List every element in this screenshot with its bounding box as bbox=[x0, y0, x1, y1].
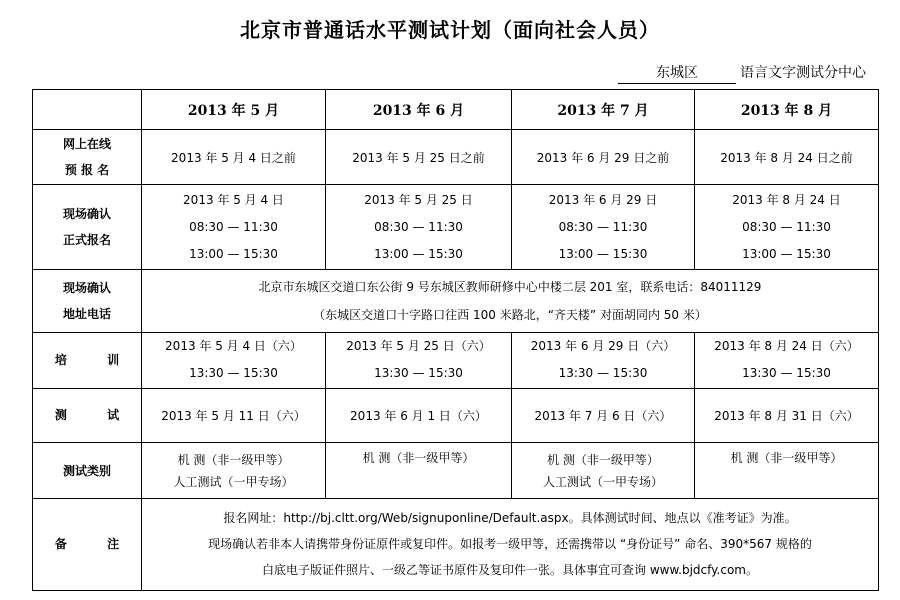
address-cell bbox=[142, 270, 879, 333]
month-header: 2013 年 8 月 bbox=[695, 90, 879, 130]
onsite-schedule-cell bbox=[326, 185, 512, 270]
onsite-time-morning: 08:30 — 11:30 bbox=[558, 219, 648, 234]
training-cell bbox=[512, 332, 695, 388]
month-header: 2013 年 6 月 bbox=[326, 90, 512, 130]
online-deadline-cell: 2013 年 6 月 29 日之前 bbox=[512, 130, 695, 185]
training-cell bbox=[326, 332, 512, 388]
test-type-machine: 机 测（非一级甲等） bbox=[177, 452, 290, 467]
center-name: 语言文字测试分中心 bbox=[740, 65, 866, 81]
row-label-text: 备 注 bbox=[54, 537, 138, 552]
month-header: 2013 年 7 月 bbox=[512, 90, 695, 130]
onsite-time-morning: 08:30 — 11:30 bbox=[189, 219, 278, 234]
row-label-onsite bbox=[33, 185, 142, 270]
month-header-row bbox=[33, 90, 879, 130]
onsite-time-morning: 08:30 — 11:30 bbox=[374, 219, 463, 234]
training-date: 2013 年 8 月 24 日（六） bbox=[714, 339, 859, 354]
onsite-date: 2013 年 6 月 29 日 bbox=[548, 192, 658, 207]
remarks-line: 白底电子版证件照片、一级乙等证书原件及复印件一张。具体事宜可查询 www.bjdcfy.com。 bbox=[262, 563, 758, 578]
row-label-training bbox=[33, 332, 142, 388]
training-date: 2013 年 5 月 4 日（六） bbox=[165, 339, 302, 354]
row-label-line: 现场确认 bbox=[62, 281, 111, 296]
online-deadline-cell: 2013 年 8 月 24 日之前 bbox=[695, 130, 879, 185]
test-type-cell bbox=[695, 443, 879, 499]
training-date: 2013 年 6 月 29 日（六） bbox=[530, 339, 676, 354]
onsite-date: 2013 年 5 月 4 日 bbox=[183, 192, 284, 207]
district-name: 东城区 bbox=[618, 62, 736, 84]
month-header: 2013 年 5 月 bbox=[142, 90, 326, 130]
test-type-machine: 机 测（非一级甲等） bbox=[730, 451, 843, 466]
training-cell bbox=[695, 332, 879, 388]
row-label-text: 测 试 bbox=[54, 408, 138, 423]
training-row bbox=[33, 332, 879, 388]
row-label-text: 测试类别 bbox=[62, 463, 111, 478]
onsite-date: 2013 年 5 月 25 日 bbox=[364, 192, 473, 207]
test-type-manual: 人工测试（一甲专场） bbox=[542, 474, 663, 489]
address-directions-line: （东城区交道口十字路口往西 100 米路北，“齐天楼” 对面胡同内 50 米） bbox=[313, 308, 707, 323]
row-label-text: 培 训 bbox=[54, 353, 138, 368]
address-row bbox=[33, 270, 879, 333]
onsite-date: 2013 年 8 月 24 日 bbox=[732, 192, 841, 207]
test-type-cell bbox=[142, 443, 326, 499]
onsite-time-afternoon: 13:00 — 15:30 bbox=[558, 246, 648, 261]
row-label-address bbox=[33, 270, 142, 333]
onsite-schedule-cell bbox=[695, 185, 879, 270]
organizer-line bbox=[618, 62, 866, 84]
training-time: 13:30 — 15:30 bbox=[742, 366, 831, 381]
test-row bbox=[33, 388, 879, 443]
remarks-line: 现场确认若非本人请携带身份证原件或复印件。如报考一级甲等，还需携带以 “身份证号” 命名、390*567 规格的 bbox=[208, 537, 812, 552]
online-deadline-cell: 2013 年 5 月 25 日之前 bbox=[326, 130, 512, 185]
test-date-cell: 2013 年 5 月 11 日（六） bbox=[142, 388, 326, 443]
online-deadline-cell: 2013 年 5 月 4 日之前 bbox=[142, 130, 326, 185]
address-line: 北京市东城区交道口东公街 9 号东城区教师研修中心中楼二层 201 室，联系电话：84011129 bbox=[258, 280, 762, 295]
row-label-line: 地址电话 bbox=[62, 307, 111, 322]
test-type-machine: 机 测（非一级甲等） bbox=[362, 451, 475, 466]
remarks-row bbox=[33, 498, 879, 590]
row-label-line: 预 报 名 bbox=[64, 163, 110, 178]
test-date-cell: 2013 年 7 月 6 日（六） bbox=[512, 388, 695, 443]
online-registration-row bbox=[33, 130, 879, 185]
row-label-online bbox=[33, 130, 142, 185]
row-label-test bbox=[33, 388, 142, 443]
training-time: 13:30 — 15:30 bbox=[558, 366, 648, 381]
test-type-row bbox=[33, 443, 879, 499]
training-cell bbox=[142, 332, 326, 388]
row-label-line: 正式报名 bbox=[62, 233, 111, 248]
corner-cell bbox=[33, 90, 142, 130]
page-title: 北京市普通话水平测试计划（面向社会人员） bbox=[240, 18, 660, 42]
row-label-line: 现场确认 bbox=[62, 207, 111, 222]
row-label-line: 网上在线 bbox=[62, 137, 111, 152]
training-date: 2013 年 5 月 25 日（六） bbox=[346, 339, 491, 354]
remarks-cell bbox=[142, 498, 879, 590]
onsite-registration-row bbox=[33, 185, 879, 270]
training-time: 13:30 — 15:30 bbox=[374, 366, 463, 381]
training-time: 13:30 — 15:30 bbox=[189, 366, 278, 381]
test-type-machine: 机 测（非一级甲等） bbox=[547, 452, 659, 467]
row-label-test-type bbox=[33, 443, 142, 499]
remarks-line: 报名网址：http://bj.cltt.org/Web/signuponline/Default.aspx。具体测试时间、地点以《准考证》为准。 bbox=[223, 511, 797, 526]
onsite-time-afternoon: 13:00 — 15:30 bbox=[742, 246, 831, 261]
test-type-cell bbox=[512, 443, 695, 499]
onsite-time-afternoon: 13:00 — 15:30 bbox=[189, 246, 278, 261]
test-type-manual: 人工测试（一甲专场） bbox=[173, 474, 294, 489]
schedule-table bbox=[32, 89, 879, 591]
row-label-remarks bbox=[33, 498, 142, 590]
test-type-cell bbox=[326, 443, 512, 499]
test-date-cell: 2013 年 8 月 31 日（六） bbox=[695, 388, 879, 443]
onsite-schedule-cell bbox=[142, 185, 326, 270]
test-date-cell: 2013 年 6 月 1 日（六） bbox=[326, 388, 512, 443]
onsite-time-afternoon: 13:00 — 15:30 bbox=[374, 246, 463, 261]
onsite-schedule-cell bbox=[512, 185, 695, 270]
onsite-time-morning: 08:30 — 11:30 bbox=[742, 219, 831, 234]
